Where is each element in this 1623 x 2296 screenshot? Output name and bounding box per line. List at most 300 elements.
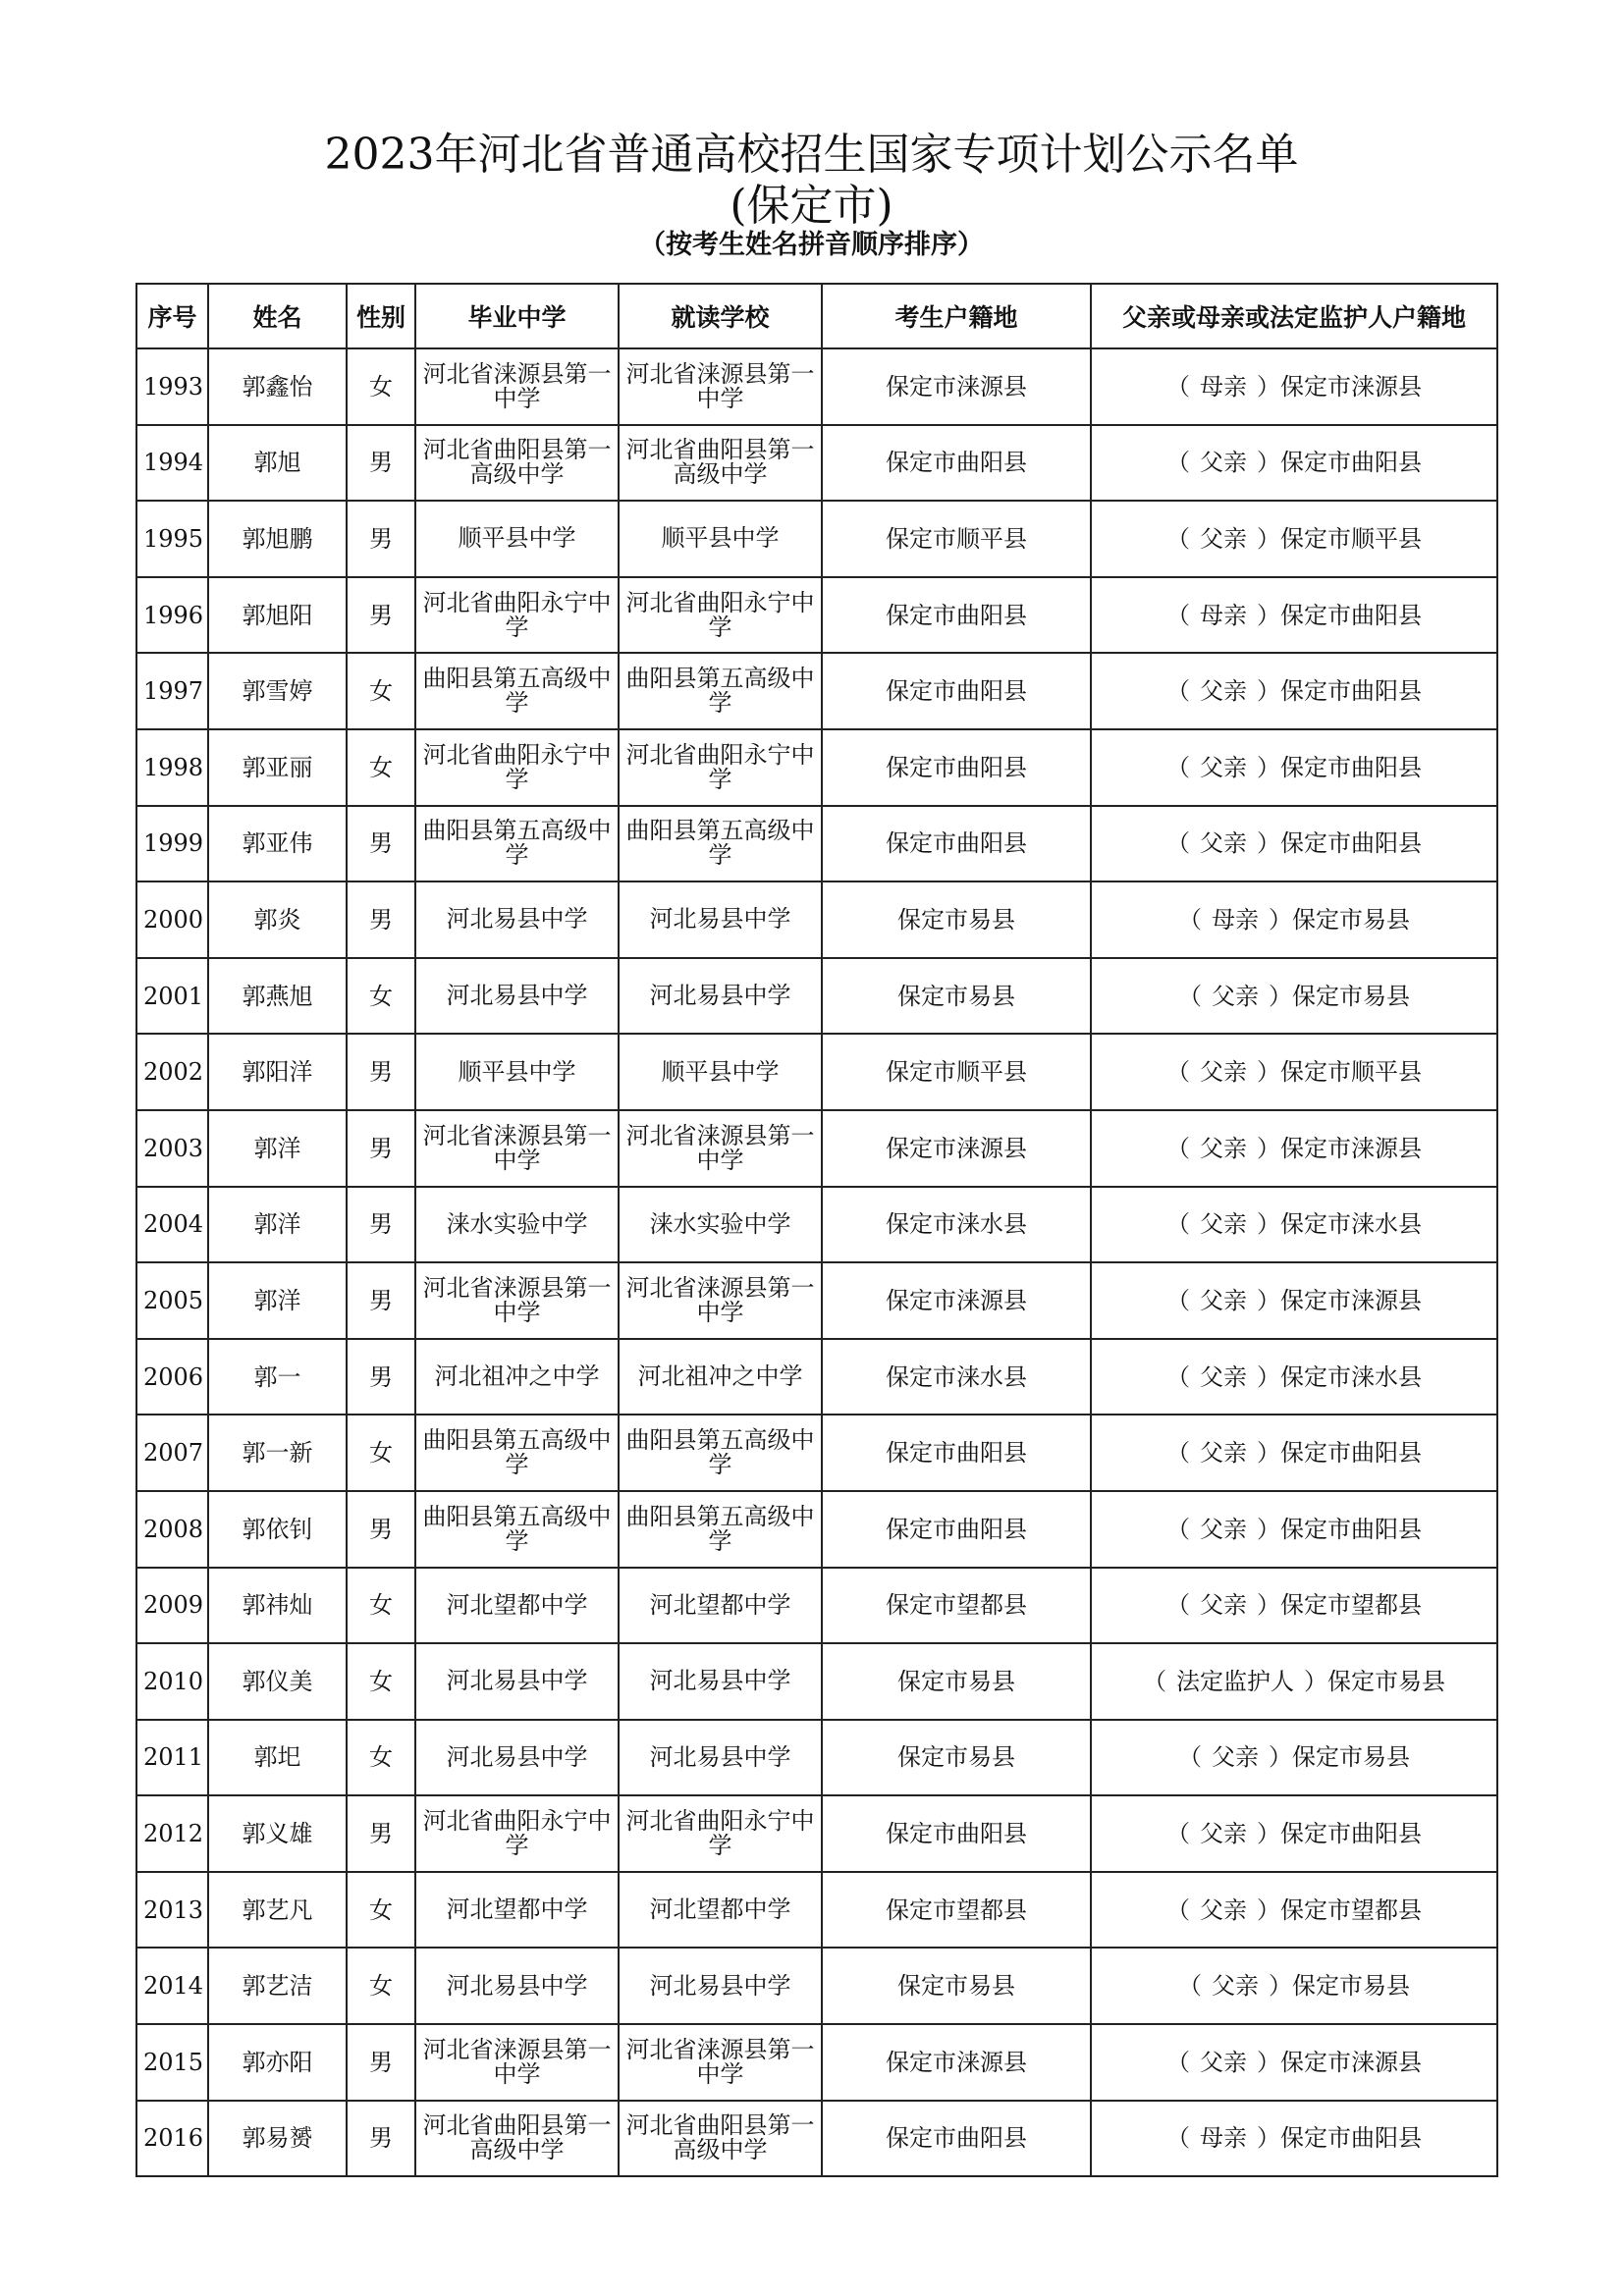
cell-residence: 保定市涞源县	[822, 1262, 1091, 1339]
cell-guardian	[1091, 348, 1497, 425]
guardian-type: 父亲	[1200, 1286, 1247, 1314]
column-header-name: 姓名	[208, 284, 347, 348]
cell-grad-school: 曲阳县第五高级中学	[415, 1491, 619, 1568]
cell-current-school: 顺平县中学	[619, 1034, 822, 1110]
page-subtitle: (保定市)	[730, 181, 893, 231]
column-header-residence: 考生户籍地	[822, 284, 1091, 348]
cell-current-school: 河北省曲阳县第一高级中学	[619, 425, 822, 502]
cell-name: 郭易赟	[208, 2101, 347, 2177]
guardian-open-paren: （	[1166, 1058, 1190, 1087]
cell-grad-school: 河北省涞源县第一中学	[415, 348, 619, 425]
guardian-type: 父亲	[1200, 829, 1247, 858]
cell-name: 郭洋	[208, 1262, 347, 1339]
guardian-residence: 保定市涞源县	[1280, 2048, 1422, 2076]
cell-residence: 保定市涞水县	[822, 1339, 1091, 1415]
cell-gender: 男	[347, 1187, 415, 1263]
guardian-close-paren: ）	[1257, 1591, 1280, 1620]
guardian-type: 母亲	[1200, 372, 1247, 400]
cell-gender: 女	[347, 1720, 415, 1796]
cell-name: 郭旭鹏	[208, 501, 347, 577]
cell-seq: 2001	[136, 958, 208, 1035]
guardian-residence: 保定市曲阳县	[1280, 1439, 1422, 1468]
cell-guardian	[1091, 729, 1497, 806]
cell-grad-school: 河北望都中学	[415, 1872, 619, 1949]
cell-name: 郭洋	[208, 1187, 347, 1263]
table-row	[136, 2024, 1497, 2101]
cell-current-school: 曲阳县第五高级中学	[619, 1415, 822, 1491]
table-row	[136, 1034, 1497, 1110]
guardian-open-paren: （	[1166, 449, 1190, 477]
cell-current-school: 曲阳县第五高级中学	[619, 806, 822, 882]
guardian-close-paren: ）	[1257, 677, 1280, 706]
guardian-close-paren: ）	[1257, 1515, 1280, 1543]
guardian-open-paren: （	[1166, 1362, 1190, 1391]
cell-grad-school: 河北省曲阳永宁中学	[415, 729, 619, 806]
guardian-close-paren: ）	[1269, 982, 1292, 1010]
cell-seq: 2015	[136, 2024, 208, 2101]
guardian-close-paren: ）	[1257, 449, 1280, 477]
guardian-open-paren: （	[1166, 2048, 1190, 2076]
cell-current-school: 河北望都中学	[619, 1568, 822, 1644]
cell-name: 郭鑫怡	[208, 348, 347, 425]
cell-seq: 1999	[136, 806, 208, 882]
guardian-residence: 保定市易县	[1292, 1972, 1410, 2001]
cell-residence: 保定市曲阳县	[822, 1491, 1091, 1568]
table-row	[136, 1491, 1497, 1568]
guardian-type: 母亲	[1200, 601, 1247, 629]
cell-current-school: 河北省涞源县第一中学	[619, 2024, 822, 2101]
guardian-open-paren: （	[1166, 601, 1190, 629]
table-row	[136, 425, 1497, 502]
guardian-type: 父亲	[1200, 1896, 1247, 1924]
cell-gender: 女	[347, 958, 415, 1035]
guardian-type: 父亲	[1200, 1210, 1247, 1239]
cell-guardian	[1091, 1795, 1497, 1872]
guardian-open-paren: （	[1166, 677, 1190, 706]
cell-guardian	[1091, 2101, 1497, 2177]
table-row	[136, 2101, 1497, 2177]
cell-guardian	[1091, 1034, 1497, 1110]
cell-seq: 1994	[136, 425, 208, 502]
table-row	[136, 348, 1497, 425]
cell-residence: 保定市易县	[822, 1948, 1091, 2024]
cell-gender: 男	[347, 1262, 415, 1339]
guardian-residence: 保定市涞源县	[1280, 1134, 1422, 1162]
cell-seq: 1993	[136, 348, 208, 425]
cell-name: 郭仪美	[208, 1643, 347, 1720]
cell-grad-school: 河北易县中学	[415, 1720, 619, 1796]
guardian-open-paren: （	[1143, 1667, 1166, 1695]
cell-gender: 男	[347, 1491, 415, 1568]
cell-guardian	[1091, 881, 1497, 958]
guardian-open-paren: （	[1178, 1972, 1202, 2001]
guardian-type: 父亲	[1212, 982, 1259, 1010]
column-header-gender: 性别	[347, 284, 415, 348]
cell-name: 郭一新	[208, 1415, 347, 1491]
cell-name: 郭炎	[208, 881, 347, 958]
guardian-close-paren: ）	[1257, 1439, 1280, 1468]
guardian-close-paren: ）	[1257, 1896, 1280, 1924]
cell-grad-school: 河北省曲阳永宁中学	[415, 1795, 619, 1872]
cell-name: 郭义雄	[208, 1795, 347, 1872]
table-row	[136, 1948, 1497, 2024]
column-header-current-school: 就读学校	[619, 284, 822, 348]
table-row	[136, 1795, 1497, 1872]
guardian-residence: 保定市易县	[1327, 1667, 1445, 1695]
cell-grad-school: 河北易县中学	[415, 1643, 619, 1720]
cell-current-school: 河北祖冲之中学	[619, 1339, 822, 1415]
cell-seq: 2002	[136, 1034, 208, 1110]
cell-gender: 男	[347, 2101, 415, 2177]
guardian-open-paren: （	[1166, 372, 1190, 400]
guardian-residence: 保定市顺平县	[1280, 1058, 1422, 1087]
cell-seq: 2000	[136, 881, 208, 958]
guardian-open-paren: （	[1166, 829, 1190, 858]
cell-name: 郭旭阳	[208, 577, 347, 654]
cell-seq: 2006	[136, 1339, 208, 1415]
cell-gender: 女	[347, 1568, 415, 1644]
guardian-open-paren: （	[1166, 1134, 1190, 1162]
cell-gender: 女	[347, 653, 415, 729]
table-row	[136, 1110, 1497, 1187]
cell-residence: 保定市易县	[822, 1643, 1091, 1720]
cell-residence: 保定市曲阳县	[822, 2101, 1091, 2177]
guardian-type: 父亲	[1200, 677, 1247, 706]
guardian-open-paren: （	[1166, 1591, 1190, 1620]
guardian-close-paren: ）	[1269, 1972, 1292, 2001]
cell-grad-school: 河北祖冲之中学	[415, 1339, 619, 1415]
cell-name: 郭艺凡	[208, 1872, 347, 1949]
cell-grad-school: 河北望都中学	[415, 1568, 619, 1644]
cell-name: 郭洋	[208, 1110, 347, 1187]
cell-residence: 保定市曲阳县	[822, 577, 1091, 654]
cell-grad-school: 河北易县中学	[415, 958, 619, 1035]
guardian-open-paren: （	[1166, 1515, 1190, 1543]
cell-gender: 男	[347, 1110, 415, 1187]
table-body	[136, 348, 1497, 2176]
cell-guardian	[1091, 1415, 1497, 1491]
guardian-close-paren: ）	[1257, 1058, 1280, 1087]
guardian-type: 父亲	[1200, 1134, 1247, 1162]
guardian-type: 父亲	[1200, 1362, 1247, 1391]
guardian-close-paren: ）	[1257, 601, 1280, 629]
cell-grad-school: 河北易县中学	[415, 1948, 619, 2024]
cell-seq: 1997	[136, 653, 208, 729]
cell-gender: 女	[347, 1643, 415, 1720]
table-row	[136, 1262, 1497, 1339]
cell-name: 郭旭	[208, 425, 347, 502]
cell-seq: 2003	[136, 1110, 208, 1187]
guardian-type: 父亲	[1200, 1515, 1247, 1543]
cell-guardian	[1091, 1720, 1497, 1796]
guardian-type: 父亲	[1212, 1972, 1259, 2001]
cell-grad-school: 河北省涞源县第一中学	[415, 2024, 619, 2101]
table-row	[136, 806, 1497, 882]
guardian-close-paren: ）	[1257, 1362, 1280, 1391]
cell-residence: 保定市望都县	[822, 1568, 1091, 1644]
cell-seq: 2012	[136, 1795, 208, 1872]
table-row	[136, 729, 1497, 806]
cell-current-school: 河北省曲阳永宁中学	[619, 729, 822, 806]
column-header-guardian-residence: 父亲或母亲或法定监护人户籍地	[1091, 284, 1497, 348]
cell-guardian	[1091, 1872, 1497, 1949]
cell-gender: 女	[347, 1948, 415, 2024]
guardian-open-paren: （	[1166, 1820, 1190, 1848]
cell-current-school: 河北省曲阳永宁中学	[619, 1795, 822, 1872]
cell-gender: 女	[347, 729, 415, 806]
guardian-residence: 保定市曲阳县	[1280, 2124, 1422, 2153]
guardian-type: 父亲	[1200, 2048, 1247, 2076]
cell-seq: 2013	[136, 1872, 208, 1949]
cell-residence: 保定市曲阳县	[822, 1795, 1091, 1872]
cell-gender: 男	[347, 2024, 415, 2101]
guardian-type: 法定监护人	[1176, 1667, 1294, 1695]
guardian-open-paren: （	[1166, 753, 1190, 781]
table-row	[136, 577, 1497, 654]
cell-seq: 2011	[136, 1720, 208, 1796]
cell-gender: 男	[347, 501, 415, 577]
cell-name: 郭亦阳	[208, 2024, 347, 2101]
column-header-grad-school: 毕业中学	[415, 284, 619, 348]
cell-residence: 保定市涞源县	[822, 348, 1091, 425]
cell-seq: 2008	[136, 1491, 208, 1568]
cell-current-school: 河北望都中学	[619, 1872, 822, 1949]
cell-name: 郭艺洁	[208, 1948, 347, 2024]
cell-residence: 保定市易县	[822, 1720, 1091, 1796]
guardian-residence: 保定市涞源县	[1280, 372, 1422, 400]
cell-residence: 保定市涞水县	[822, 1187, 1091, 1263]
cell-current-school: 河北省曲阳永宁中学	[619, 577, 822, 654]
cell-seq: 2007	[136, 1415, 208, 1491]
cell-residence: 保定市曲阳县	[822, 1415, 1091, 1491]
guardian-residence: 保定市望都县	[1280, 1896, 1422, 1924]
cell-guardian	[1091, 577, 1497, 654]
table-row	[136, 1568, 1497, 1644]
cell-guardian	[1091, 1568, 1497, 1644]
cell-residence: 保定市顺平县	[822, 1034, 1091, 1110]
cell-gender: 男	[347, 1339, 415, 1415]
cell-gender: 女	[347, 1872, 415, 1949]
cell-seq: 1998	[136, 729, 208, 806]
guardian-residence: 保定市涞源县	[1280, 1286, 1422, 1314]
guardian-open-paren: （	[1166, 524, 1190, 553]
cell-gender: 男	[347, 577, 415, 654]
guardian-open-paren: （	[1166, 2124, 1190, 2153]
cell-grad-school: 曲阳县第五高级中学	[415, 806, 619, 882]
guardian-type: 父亲	[1200, 753, 1247, 781]
guardian-open-paren: （	[1166, 1896, 1190, 1924]
cell-current-school: 河北易县中学	[619, 881, 822, 958]
table-row	[136, 1339, 1497, 1415]
cell-seq: 2016	[136, 2101, 208, 2177]
cell-gender: 男	[347, 806, 415, 882]
cell-guardian	[1091, 2024, 1497, 2101]
table-header-row	[136, 284, 1497, 348]
guardian-close-paren: ）	[1257, 1820, 1280, 1848]
cell-gender: 女	[347, 348, 415, 425]
cell-guardian	[1091, 1262, 1497, 1339]
guardian-residence: 保定市曲阳县	[1280, 1820, 1422, 1848]
cell-grad-school: 曲阳县第五高级中学	[415, 653, 619, 729]
guardian-open-paren: （	[1178, 905, 1202, 934]
cell-residence: 保定市涞源县	[822, 2024, 1091, 2101]
guardian-close-paren: ）	[1257, 1286, 1280, 1314]
guardian-residence: 保定市曲阳县	[1280, 601, 1422, 629]
cell-seq: 2009	[136, 1568, 208, 1644]
cell-gender: 男	[347, 881, 415, 958]
guardian-close-paren: ）	[1257, 829, 1280, 858]
cell-name: 郭一	[208, 1339, 347, 1415]
guardian-type: 父亲	[1212, 1743, 1259, 1772]
cell-residence: 保定市顺平县	[822, 501, 1091, 577]
table-row	[136, 958, 1497, 1035]
cell-grad-school: 河北省曲阳县第一高级中学	[415, 425, 619, 502]
cell-residence: 保定市曲阳县	[822, 806, 1091, 882]
cell-name: 郭亚丽	[208, 729, 347, 806]
cell-grad-school: 河北省涞源县第一中学	[415, 1110, 619, 1187]
guardian-open-paren: （	[1178, 1743, 1202, 1772]
guardian-type: 父亲	[1200, 449, 1247, 477]
cell-residence: 保定市望都县	[822, 1872, 1091, 1949]
table-row	[136, 881, 1497, 958]
cell-grad-school: 河北易县中学	[415, 881, 619, 958]
guardian-residence: 保定市易县	[1292, 905, 1410, 934]
cell-name: 郭亚伟	[208, 806, 347, 882]
cell-current-school: 河北省曲阳县第一高级中学	[619, 2101, 822, 2177]
guardian-residence: 保定市曲阳县	[1280, 1515, 1422, 1543]
guardian-close-paren: ）	[1257, 2124, 1280, 2153]
cell-guardian	[1091, 806, 1497, 882]
table-row	[136, 1415, 1497, 1491]
guardian-close-paren: ）	[1257, 2048, 1280, 2076]
guardian-close-paren: ）	[1257, 524, 1280, 553]
guardian-type: 母亲	[1200, 2124, 1247, 2153]
cell-seq: 2010	[136, 1643, 208, 1720]
guardian-residence: 保定市易县	[1292, 1743, 1410, 1772]
cell-residence: 保定市涞源县	[822, 1110, 1091, 1187]
cell-residence: 保定市易县	[822, 958, 1091, 1035]
cell-name: 郭燕旭	[208, 958, 347, 1035]
cell-guardian	[1091, 958, 1497, 1035]
cell-current-school: 河北省涞源县第一中学	[619, 348, 822, 425]
cell-grad-school: 河北省曲阳县第一高级中学	[415, 2101, 619, 2177]
guardian-residence: 保定市曲阳县	[1280, 449, 1422, 477]
cell-name: 郭圯	[208, 1720, 347, 1796]
table-row	[136, 1187, 1497, 1263]
guardian-residence: 保定市涞水县	[1280, 1362, 1422, 1391]
guardian-residence: 保定市顺平县	[1280, 524, 1422, 553]
cell-residence: 保定市易县	[822, 881, 1091, 958]
cell-name: 郭祎灿	[208, 1568, 347, 1644]
sort-note: （按考生姓名拼音顺序排序）	[639, 230, 984, 260]
cell-current-school: 曲阳县第五高级中学	[619, 653, 822, 729]
guardian-close-paren: ）	[1257, 1210, 1280, 1239]
cell-gender: 女	[347, 1415, 415, 1491]
cell-current-school: 河北易县中学	[619, 1948, 822, 2024]
guardian-close-paren: ）	[1269, 1743, 1292, 1772]
table-row	[136, 1720, 1497, 1796]
cell-guardian	[1091, 1491, 1497, 1568]
cell-seq: 2005	[136, 1262, 208, 1339]
guardian-type: 父亲	[1200, 1591, 1247, 1620]
cell-current-school: 河北省涞源县第一中学	[619, 1110, 822, 1187]
guardian-residence: 保定市曲阳县	[1280, 677, 1422, 706]
column-header-seq: 序号	[136, 284, 208, 348]
guardian-type: 父亲	[1200, 1820, 1247, 1848]
cell-current-school: 涞水实验中学	[619, 1187, 822, 1263]
cell-current-school: 河北易县中学	[619, 958, 822, 1035]
guardian-open-paren: （	[1166, 1210, 1190, 1239]
cell-guardian	[1091, 425, 1497, 502]
guardian-close-paren: ）	[1257, 753, 1280, 781]
roster-table	[135, 283, 1498, 2177]
cell-grad-school: 顺平县中学	[415, 1034, 619, 1110]
cell-seq: 1996	[136, 577, 208, 654]
guardian-residence: 保定市望都县	[1280, 1591, 1422, 1620]
cell-current-school: 顺平县中学	[619, 501, 822, 577]
guardian-type: 母亲	[1212, 905, 1259, 934]
table-row	[136, 501, 1497, 577]
guardian-close-paren: ）	[1257, 372, 1280, 400]
cell-residence: 保定市曲阳县	[822, 425, 1091, 502]
cell-residence: 保定市曲阳县	[822, 653, 1091, 729]
table-row	[136, 1643, 1497, 1720]
cell-guardian	[1091, 653, 1497, 729]
cell-grad-school: 河北省涞源县第一中学	[415, 1262, 619, 1339]
guardian-type: 父亲	[1200, 1058, 1247, 1087]
guardian-residence: 保定市曲阳县	[1280, 753, 1422, 781]
guardian-open-paren: （	[1166, 1286, 1190, 1314]
guardian-close-paren: ）	[1304, 1667, 1327, 1695]
cell-seq: 1995	[136, 501, 208, 577]
cell-guardian	[1091, 1643, 1497, 1720]
cell-name: 郭阳洋	[208, 1034, 347, 1110]
cell-name: 郭雪婷	[208, 653, 347, 729]
page-title: 2023年河北省普通高校招生国家专项计划公示名单	[324, 130, 1299, 180]
cell-current-school: 河北易县中学	[619, 1643, 822, 1720]
table-row	[136, 653, 1497, 729]
cell-gender: 男	[347, 425, 415, 502]
cell-seq: 2004	[136, 1187, 208, 1263]
cell-grad-school: 曲阳县第五高级中学	[415, 1415, 619, 1491]
guardian-type: 父亲	[1200, 1439, 1247, 1468]
guardian-close-paren: ）	[1269, 905, 1292, 934]
cell-gender: 男	[347, 1034, 415, 1110]
guardian-residence: 保定市曲阳县	[1280, 829, 1422, 858]
cell-guardian	[1091, 1110, 1497, 1187]
guardian-residence: 保定市涞水县	[1280, 1210, 1422, 1239]
cell-current-school: 曲阳县第五高级中学	[619, 1491, 822, 1568]
cell-current-school: 河北易县中学	[619, 1720, 822, 1796]
guardian-open-paren: （	[1178, 982, 1202, 1010]
cell-grad-school: 涞水实验中学	[415, 1187, 619, 1263]
table-row	[136, 1872, 1497, 1949]
guardian-close-paren: ）	[1257, 1134, 1280, 1162]
cell-current-school: 河北省涞源县第一中学	[619, 1262, 822, 1339]
cell-grad-school: 顺平县中学	[415, 501, 619, 577]
cell-guardian	[1091, 1339, 1497, 1415]
cell-guardian	[1091, 1948, 1497, 2024]
guardian-type: 父亲	[1200, 524, 1247, 553]
cell-grad-school: 河北省曲阳永宁中学	[415, 577, 619, 654]
cell-guardian	[1091, 1187, 1497, 1263]
guardian-residence: 保定市易县	[1292, 982, 1410, 1010]
cell-name: 郭依钊	[208, 1491, 347, 1568]
cell-gender: 男	[347, 1795, 415, 1872]
cell-guardian	[1091, 501, 1497, 577]
guardian-open-paren: （	[1166, 1439, 1190, 1468]
cell-residence: 保定市曲阳县	[822, 729, 1091, 806]
